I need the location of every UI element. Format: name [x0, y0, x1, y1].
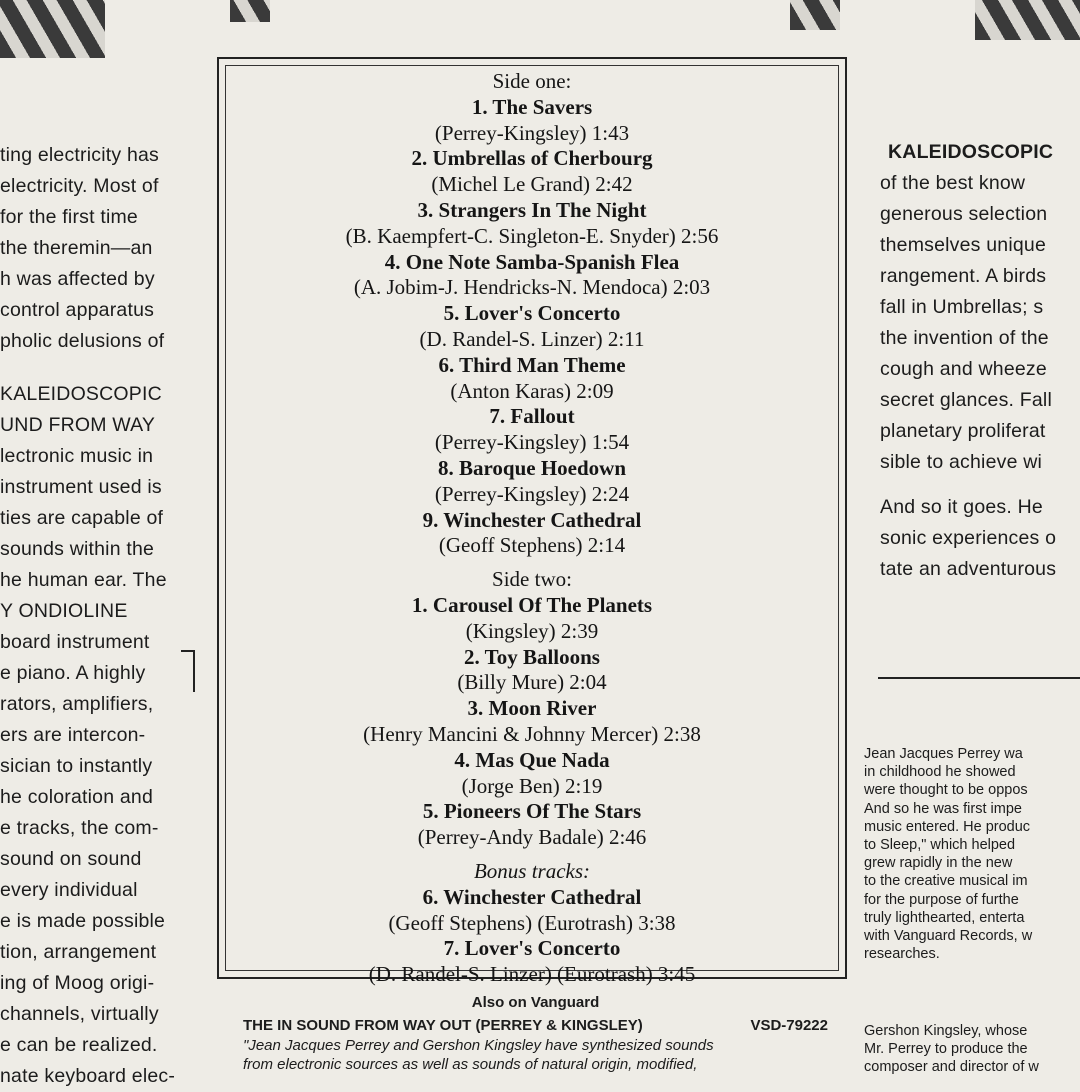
track-title: 1. Carousel Of The Planets — [411, 592, 653, 617]
bio-line: with Vanguard Records, w — [864, 928, 1033, 945]
track-title: 3. Strangers In The Night — [417, 197, 647, 222]
left-text-line: e piano. A highly — [0, 662, 146, 684]
right-text-line: tate an adventurous — [880, 558, 1057, 580]
left-text-line: he human ear. The — [0, 569, 167, 591]
left-text-line: tion, arrangement — [0, 941, 157, 963]
right-text-line: sible to achieve wi — [880, 451, 1043, 473]
left-heading-line: UND FROM WAY — [0, 414, 156, 436]
right-text-line: of the best know — [880, 172, 1026, 194]
left-text-line: Y ONDIOLINE — [0, 600, 128, 622]
track-credit: (Billy Mure) 2:04 — [457, 670, 607, 695]
tracklist-box — [217, 57, 847, 987]
left-text-line: every individual — [0, 879, 138, 901]
left-text-column — [0, 140, 190, 1092]
bracket-rule — [181, 650, 195, 692]
perrey-bio — [864, 745, 1080, 963]
bio-line: researches. — [864, 946, 940, 963]
left-text-line: sounds within the — [0, 538, 155, 560]
bio-line: in childhood he showed — [864, 764, 1016, 781]
left-text-line: nate keyboard elec- — [0, 1065, 176, 1087]
track-credit: (Perrey-Kingsley) 1:43 — [434, 120, 630, 145]
tracklist — [219, 69, 845, 988]
right-text-line: sonic experiences o — [880, 527, 1057, 549]
track-title: 6. Winchester Cathedral — [422, 884, 642, 909]
left-text-line: ting electricity has — [0, 144, 159, 166]
track-title: 4. Mas Que Nada — [454, 747, 610, 772]
side-one-tracks — [219, 95, 845, 559]
left-heading-line: KALEIDOSCOPIC — [0, 383, 162, 405]
track-title: 2. Toy Balloons — [464, 644, 600, 669]
right-text-line: themselves unique — [880, 234, 1046, 256]
track-credit: (Geoff Stephens) 2:14 — [438, 533, 626, 558]
bio-line: Mr. Perrey to produce the — [864, 1041, 1028, 1058]
track-title: 6. Third Man Theme — [438, 352, 626, 377]
left-text-line: sound on sound — [0, 848, 142, 870]
bonus-tracks — [219, 885, 845, 988]
bio-line: grew rapidly in the new — [864, 855, 1013, 872]
also-on-album: THE IN SOUND FROM WAY OUT (PERREY & KINGSLEY) — [243, 1017, 643, 1034]
bio-line: Gershon Kingsley, whose — [864, 1023, 1028, 1039]
track-title: 5. Pioneers Of The Stars — [422, 799, 642, 824]
track-credit: (D. Randel-S. Linzer) 2:11 — [419, 326, 645, 351]
side-one-label: Side one: — [492, 69, 572, 93]
track-credit: (D. Randel-S. Linzer) (Eurotrash) 3:45 — [368, 962, 696, 987]
also-on-section — [243, 994, 828, 1074]
track-credit: (Perrey-Andy Badale) 2:46 — [417, 825, 647, 850]
bio-line: were thought to be oppos — [864, 782, 1028, 799]
bonus-label: Bonus tracks: — [473, 858, 591, 883]
track-title: 7. Fallout — [489, 404, 575, 429]
right-text-line: secret glances. Fall — [880, 389, 1052, 411]
left-text-line: pholic delusions of — [0, 330, 165, 352]
left-text-line: ing of Moog origi- — [0, 972, 155, 994]
bio-line: to the creative musical im — [864, 873, 1028, 890]
left-text-line: ers are intercon- — [0, 724, 146, 746]
right-paragraph-1 — [880, 168, 1080, 478]
also-on-catalog: VSD-79222 — [750, 1017, 828, 1034]
side-two-label: Side two: — [492, 567, 572, 592]
right-text-column — [880, 137, 1080, 585]
bio-line: Jean Jacques Perrey wa — [864, 746, 1023, 762]
track-title: 5. Lover's Concerto — [443, 301, 621, 326]
header-art-left — [0, 0, 105, 58]
left-text-line: sician to instantly — [0, 755, 153, 777]
track-credit: (Geoff Stephens) (Eurotrash) 3:38 — [388, 910, 676, 935]
left-text-line: lectronic music in — [0, 445, 154, 467]
left-text-line: e tracks, the com- — [0, 817, 159, 839]
left-text-line: electricity. Most of — [0, 175, 159, 197]
left-text-line: board instrument — [0, 631, 150, 653]
right-text-line: And so it goes. He — [880, 496, 1043, 518]
right-text-line: planetary proliferat — [880, 420, 1046, 442]
track-title: 8. Baroque Hoedown — [437, 455, 627, 480]
track-title: 9. Winchester Cathedral — [422, 507, 642, 532]
header-art-center-right — [790, 0, 840, 30]
left-text-line: h was affected by — [0, 268, 155, 290]
track-credit: (Jorge Ben) 2:19 — [461, 773, 603, 798]
right-text-line: rangement. A birds — [880, 265, 1047, 287]
left-section-heading — [0, 379, 190, 441]
left-text-line: e can be realized. — [0, 1034, 158, 1056]
also-on-heading: Also on Vanguard — [471, 994, 600, 1011]
track-title: 1. The Savers — [471, 94, 593, 119]
side-two-tracks — [219, 593, 845, 851]
left-text-line: rators, amplifiers, — [0, 693, 154, 715]
track-title: 2. Umbrellas of Cherbourg — [411, 146, 653, 171]
track-credit: (A. Jobim-J. Hendricks-N. Mendoca) 2:03 — [353, 275, 711, 300]
left-text-line: ties are capable of — [0, 507, 164, 529]
left-upper-paragraph — [0, 140, 190, 357]
left-text-line: the theremin—an — [0, 237, 153, 259]
also-on-quote-line-1: "Jean Jacques Perrey and Gershon Kingsley have synthesized sounds — [243, 1037, 714, 1054]
left-text-line: he coloration and — [0, 786, 154, 808]
right-section-heading: KALEIDOSCOPIC — [888, 141, 1054, 163]
right-text-line: fall in Umbrellas; s — [880, 296, 1044, 318]
left-text-line: control apparatus — [0, 299, 155, 321]
bio-line: music entered. He produc — [864, 818, 1031, 835]
left-lower-paragraph — [0, 441, 190, 1092]
left-text-line: for the first time — [0, 206, 138, 228]
right-text-line: generous selection — [880, 203, 1048, 225]
kingsley-bio — [864, 1022, 1080, 1077]
bio-line: for the purpose of furthe — [864, 891, 1019, 908]
bio-line: truly lighthearted, enterta — [864, 909, 1025, 926]
track-credit: (Perrey-Kingsley) 2:24 — [434, 481, 630, 506]
left-text-line: e is made possible — [0, 910, 166, 932]
track-title: 7. Lover's Concerto — [443, 936, 621, 961]
track-credit: (Henry Mancini & Johnny Mercer) 2:38 — [363, 721, 701, 746]
track-title: 3. Moon River — [467, 696, 597, 721]
right-text-line: the invention of the — [880, 327, 1049, 349]
right-text-line: cough and wheeze — [880, 358, 1047, 380]
bio-line: to Sleep," which helped — [864, 837, 1016, 854]
track-credit: (Anton Karas) 2:09 — [450, 378, 614, 403]
track-credit: (Michel Le Grand) 2:42 — [431, 172, 633, 197]
track-title: 4. One Note Samba-Spanish Flea — [384, 249, 680, 274]
header-art-right — [975, 0, 1080, 40]
right-paragraph-2 — [880, 492, 1080, 585]
header-art-center — [230, 0, 270, 22]
bio-line: And so he was first impe — [864, 800, 1022, 817]
left-text-line: instrument used is — [0, 476, 162, 498]
bio-line: composer and director of w — [864, 1059, 1039, 1076]
left-text-line: channels, virtually — [0, 1003, 159, 1025]
track-credit: (B. Kaempfert-C. Singleton-E. Snyder) 2:56 — [345, 223, 719, 248]
also-on-quote-line-2: from electronic sources as well as sounds of natural origin, modified, — [243, 1056, 698, 1073]
track-credit: (Kingsley) 2:39 — [465, 618, 599, 643]
divider-rule — [878, 677, 1080, 679]
track-credit: (Perrey-Kingsley) 1:54 — [434, 430, 630, 455]
